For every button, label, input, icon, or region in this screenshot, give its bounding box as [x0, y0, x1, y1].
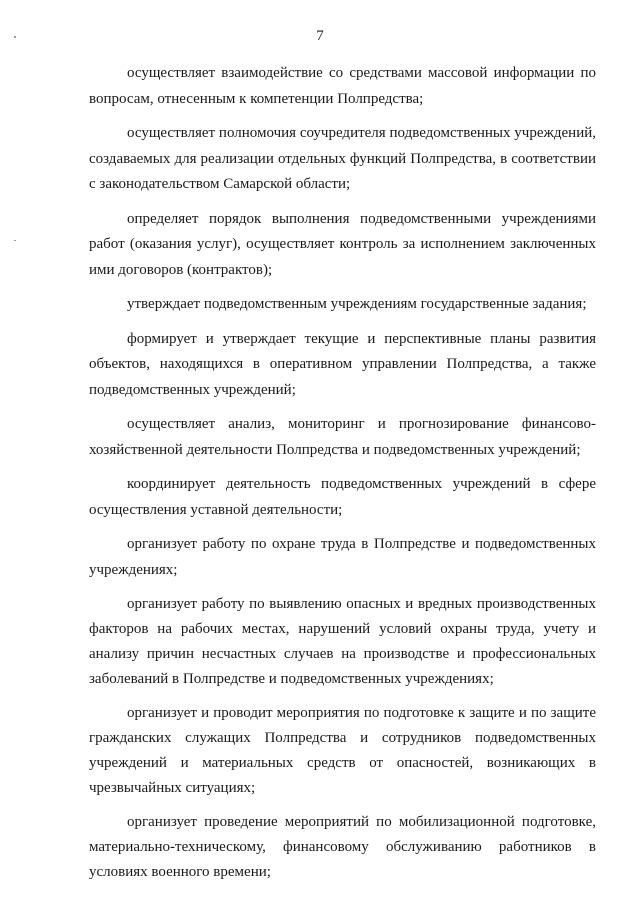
document-body — [89, 61, 596, 894]
paragraph-financial-analysis: осуществляет анализ, мониторинг и прогнозирование финансово-хозяйственной деятельности Полпредства и подведомственных учреждений; — [89, 416, 596, 458]
paragraph-mobilization: организует проведение мероприятий по мобилизационной подготовке, материально-техническому, финансовому обслуживанию работников в условиях военного времени; — [89, 814, 596, 880]
paragraph-work-procedure: определяет порядок выполнения подведомственными учреждениями работ (оказания услуг), осуществляет контроль за исполнением заключенных ими договоров (контрактов); — [89, 210, 596, 278]
paragraph-coordination: координирует деятельность подведомственных учреждений в сфере осуществления уставной деятельности; — [89, 476, 596, 518]
paragraph-emergency-protection: организует и проводит мероприятия по подготовке к защите и по защите гражданских служащих Полпредства и сотрудников подведомственных учреждений и материальных средств от опасностей, возникающих в чрезвычайных ситуациях; — [89, 705, 596, 796]
paragraph-cofounder-powers: осуществляет полномочия соучредителя подведомственных учреждений, создаваемых для реализации отдельных функций Полпредства, в соответствии с законодательством Самарской области; — [89, 125, 596, 192]
page-number: 7 — [316, 28, 324, 44]
paragraph-media-interaction: осуществляет взаимодействие со средствами массовой информации по вопросам, отнесенным к компетенции Полпредства; — [89, 65, 596, 107]
paragraph-development-plans: формирует и утверждает текущие и перспективные планы развития объектов, находящихся в оперативном управлении Полпредства, а также подведомственных учреждений; — [89, 330, 596, 398]
scan-artifact — [14, 240, 16, 241]
paragraph-hazard-identification: организует работу по выявлению опасных и вредных производственных факторов на рабочих местах, нарушений условий охраны труда, учету и анализу причин несчастных случаев на производстве и профессиональных заболеваний в Полпредстве и подведомственных учреждениях; — [89, 596, 596, 687]
paragraph-labor-protection: организует работу по охране труда в Полпредстве и подведомственных учреждениях; — [89, 536, 596, 578]
paragraph-state-assignments: утверждает подведомственным учреждениям государственные задания; — [127, 296, 587, 312]
